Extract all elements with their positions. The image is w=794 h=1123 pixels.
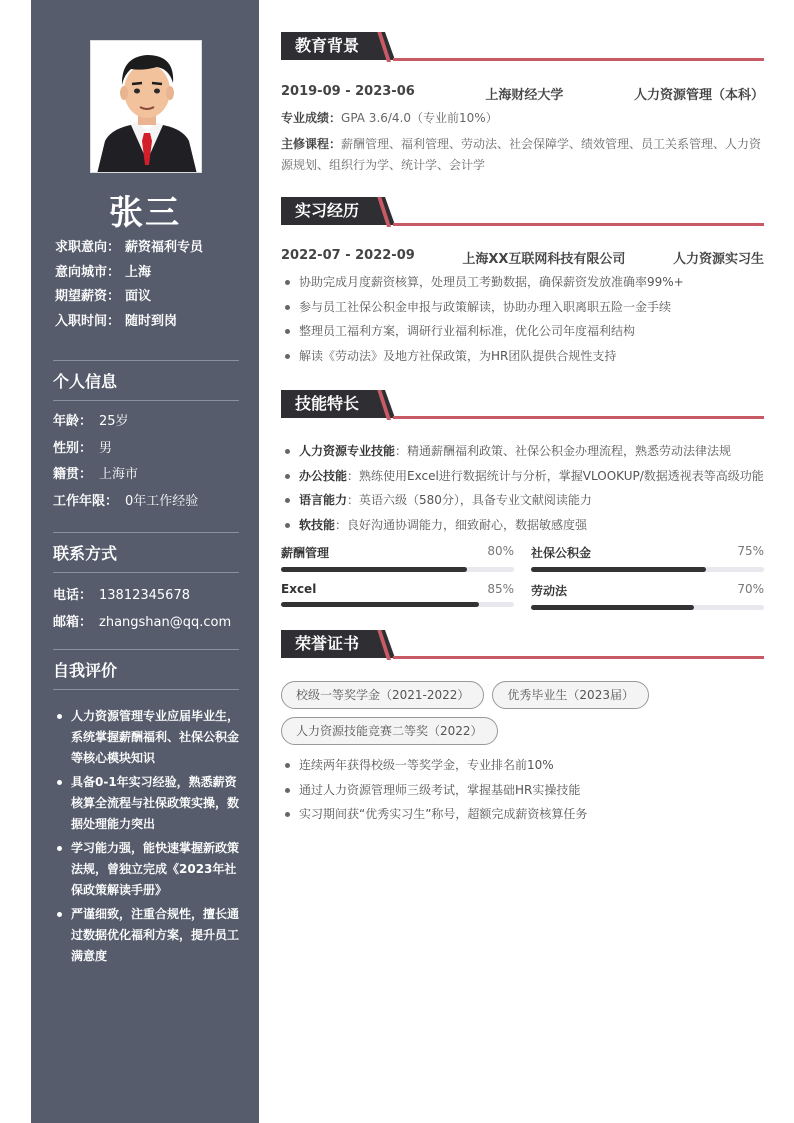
list-item: 协助完成月度薪资核算，处理员工考勤数据，确保薪资发放准确率99%+ <box>281 270 764 295</box>
skill-bar-fill <box>281 567 467 572</box>
section-title: 荣誉证书 <box>281 630 385 658</box>
honors-header <box>281 630 764 662</box>
list-item: 语言能力：英语六级（580分），具备专业文献阅读能力 <box>281 488 764 513</box>
honor-tag: 人力资源技能竞赛二等奖（2022） <box>281 717 498 745</box>
intent-row: 求职意向： 薪资福利专员 <box>55 240 204 255</box>
avatar-icon <box>91 41 202 173</box>
section-title: 实习经历 <box>281 197 385 225</box>
skill-bar: 劳动法 70% <box>531 582 764 610</box>
list-item: 参与员工社保公积金申报与政策解读，协助办理入职离职五险一金手续 <box>281 295 764 320</box>
section-title: 技能特长 <box>281 390 385 418</box>
intent-row: 意向城市： 上海 <box>55 264 152 280</box>
honor-tags <box>281 681 661 745</box>
list-item: 实习期间获“优秀实习生”称号，超额完成薪资核算任务 <box>281 802 764 827</box>
skill-bar-fill <box>531 605 694 610</box>
list-item: 办公技能：熟练使用Excel进行数据统计与分析，掌握VLOOKUP/数据透视表等高级功能 <box>281 464 764 489</box>
info-row: 籍贯： 上海市 <box>53 467 139 482</box>
info-row: 年龄： 25岁 <box>53 414 129 429</box>
list-item: 软技能：良好沟通协调能力，细致耐心，数据敏感度强 <box>281 513 764 538</box>
email-row: 邮箱： zhangshan@qq.com <box>53 614 232 630</box>
sidebar <box>31 0 259 1123</box>
section-title: 联系方式 <box>53 544 118 563</box>
skills-header <box>281 390 764 422</box>
list-item: 解读《劳动法》及地方社保政策，为HR团队提供合规性支持 <box>281 344 764 369</box>
info-row: 性别： 男 <box>53 440 113 456</box>
intent-row: 期望薪资： 面议 <box>55 289 152 304</box>
education-header <box>281 32 764 64</box>
gpa-line: 专业成绩：GPA 3.6/4.0（专业前10%） <box>281 111 498 125</box>
list-item: 人力资源专业技能：精通薪酬福利政策、社保公积金办理流程，熟悉劳动法律法规 <box>281 439 764 464</box>
intent-row: 入职时间： 随时到岗 <box>55 313 178 329</box>
honor-tag: 校级一等奖学金（2021-2022） <box>281 681 484 709</box>
skills-list <box>281 439 764 537</box>
list-item: 人力资源管理专业应届毕业生，系统掌握薪酬福利、社保公积金等核心模块知识 <box>53 706 239 769</box>
skill-bar: 薪酬管理 80% <box>281 544 514 572</box>
skill-bar: 社保公积金 75% <box>531 544 764 572</box>
section-title: 自我评价 <box>53 661 118 680</box>
skill-bar: Excel 85% <box>281 582 514 607</box>
courses-line: 主修课程：薪酬管理、福利管理、劳动法、社会保障学、绩效管理、员工关系管理、人力资源规划、组织行为学、统计学、会计学 <box>281 137 762 172</box>
skill-bar-fill <box>281 602 479 607</box>
personal-info-section <box>53 360 239 515</box>
phone-row: 电话： 13812345678 <box>53 588 190 603</box>
info-row: 工作年限： 0年工作经验 <box>53 493 199 509</box>
internship-line: 2022-07 - 2022-09 上海XX互联网科技有限公司 人力资源实习生 <box>281 248 764 267</box>
contact-section <box>53 532 239 636</box>
list-item: 学习能力强，能快速掌握新政策法规，曾独立完成《2023年社保政策解读手册》 <box>53 838 239 901</box>
section-title: 个人信息 <box>53 372 118 391</box>
skill-bar-fill <box>531 567 706 572</box>
list-item: 整理员工福利方案，调研行业福利标准，优化公司年度福利结构 <box>281 319 764 344</box>
job-intent <box>55 236 203 334</box>
profile-photo <box>90 40 202 173</box>
list-item: 具备0-1年实习经验，熟悉薪资核算全流程与社保政策实操，数据处理能力突出 <box>53 772 239 835</box>
list-item: 连续两年获得校级一等奖学金，专业排名前10% <box>281 753 764 778</box>
internship-list <box>281 270 764 368</box>
honor-tag: 优秀毕业生（2023届） <box>492 681 649 709</box>
honors-list <box>281 753 764 827</box>
list-item: 通过人力资源管理师三级考试，掌握基础HR实操技能 <box>281 778 764 803</box>
self-evaluation-section <box>53 649 239 970</box>
section-title: 教育背景 <box>281 32 385 60</box>
candidate-name: 张三 <box>109 193 181 233</box>
internship-header <box>281 197 764 229</box>
list-item: 严谨细致，注重合规性，擅长通过数据优化福利方案，提升员工满意度 <box>53 904 239 967</box>
education-line: 2019-09 - 2023-06 上海财经大学 人力资源管理（本科） <box>281 84 764 103</box>
